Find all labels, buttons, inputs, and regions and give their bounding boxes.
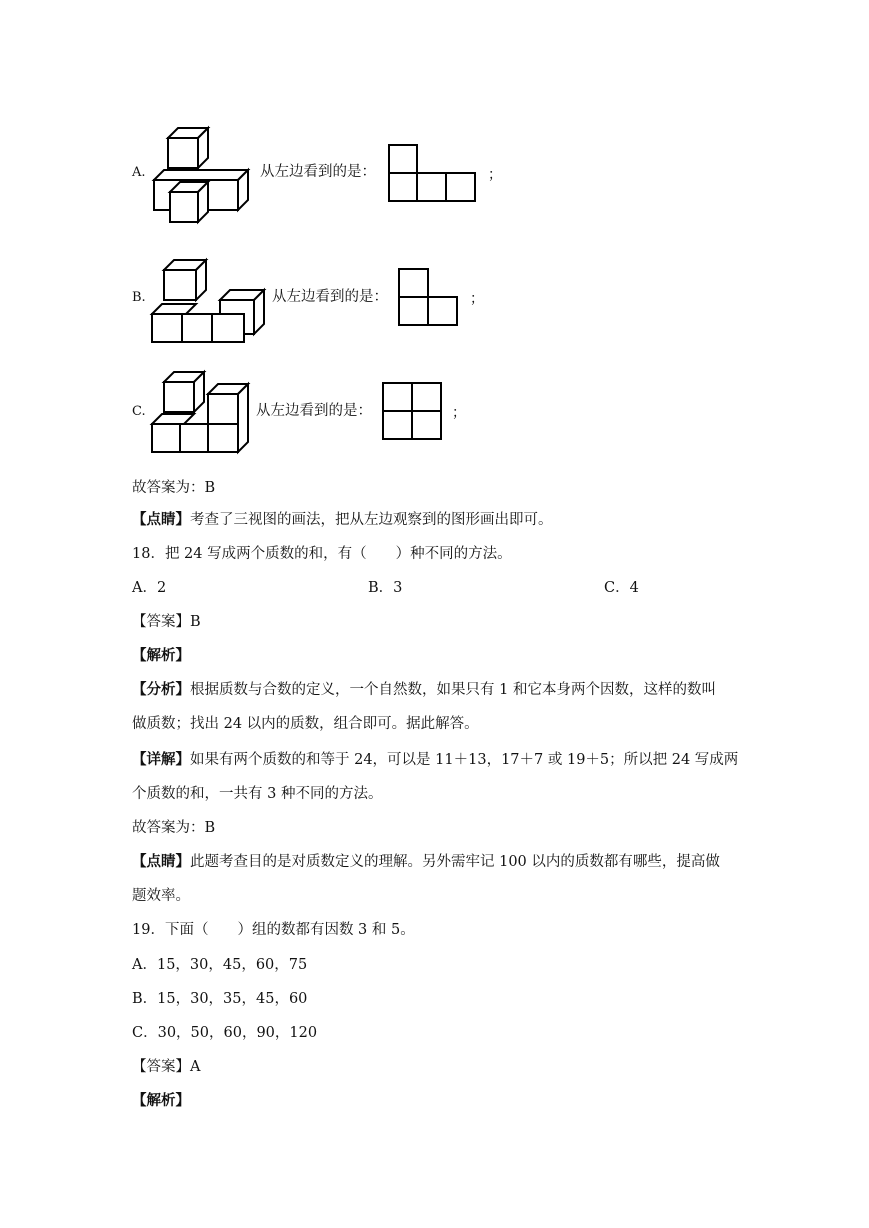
q18-answer: 【答案】B [132,614,201,630]
q18-choice-a: A．2 [132,580,167,596]
q18-xiangjie-line2: 个质数的和，一共有 3 种不同的方法。 [132,786,383,802]
q18-xiangjie-tag: 【详解】 [132,751,190,768]
option-b-left-view [398,268,460,328]
option-c-left-view [382,382,444,442]
q18-analysis-title: 【解析】 [132,647,190,664]
option-c-label: C. [132,404,146,419]
option-a-left-view [388,144,478,204]
q19-question: 19．下面（ ）组的数都有因数 3 和 5。 [132,922,415,938]
option-b-solid-figure [150,256,268,344]
q18-tip-line1 [132,852,720,872]
option-b-semicolon: ； [470,291,484,307]
q18-tip-tag: 【点睛】 [132,853,190,870]
option-b-caption: 从左边看到的是： [272,289,388,305]
q18-fenxi-line2: 做质数；找出 24 以内的质数，组合即可。据此解答。 [132,716,479,732]
q18-fenxi-tag: 【分析】 [132,681,190,698]
q18-tip-line2: 题效率。 [132,888,190,904]
q17-conclusion: 故答案为：B [132,480,216,496]
option-a-semicolon: ； [488,167,502,183]
option-b-label: B. [132,290,146,305]
q18-choice-c: C．4 [604,580,639,596]
q17-tip-tag: 【点睛】 [132,511,190,528]
option-a-solid-figure [150,124,260,226]
option-a-caption: 从左边看到的是： [260,164,376,180]
option-a-label: A. [132,165,146,180]
q18-xiangjie-line1 [132,750,738,770]
option-c-caption: 从左边看到的是： [256,403,372,419]
q17-tip-text: 考查了三视图的画法，把从左边观察到的图形画出即可。 [190,512,553,528]
option-c-solid-figure [150,368,254,458]
q18-fenxi-line1 [132,680,716,700]
q18-question: 18．把 24 写成两个质数的和，有（ ）种不同的方法。 [132,546,512,562]
q19-choice-b: B．15，30，35，45，60 [132,991,308,1007]
q18-tip-text1: 此题考查目的是对质数定义的理解。另外需牢记 100 以内的质数都有哪些，提高做 [190,854,720,870]
q18-conclusion: 故答案为：B [132,820,216,836]
q18-xiangjie-text1: 如果有两个质数的和等于 24，可以是 11＋13，17＋7 或 19＋5；所以把 24 写成两 [190,752,739,768]
q19-choice-c: C．30，50，60，90，120 [132,1025,318,1041]
q19-answer: 【答案】A [132,1059,201,1075]
q17-tip [132,510,553,530]
q19-analysis-title: 【解析】 [132,1092,190,1109]
q19-choice-a: A．15，30，45，60，75 [132,957,308,973]
q18-fenxi-text1: 根据质数与合数的定义，一个自然数，如果只有 1 和它本身两个因数，这样的数叫 [190,682,716,698]
q18-choice-b: B．3 [368,580,403,596]
option-c-semicolon: ； [452,405,466,421]
